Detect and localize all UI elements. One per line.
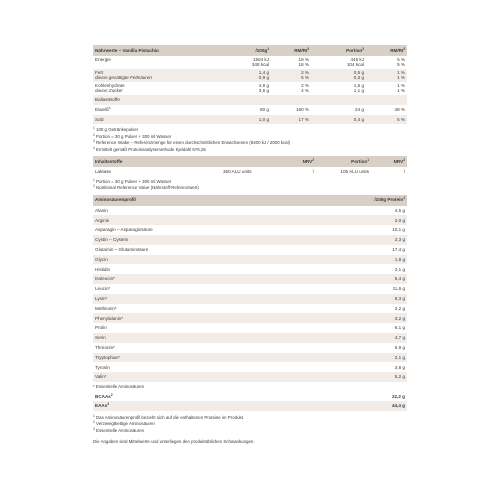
value-per-100g: 80 g bbox=[260, 107, 269, 113]
amino-totals bbox=[93, 391, 407, 411]
table-row bbox=[93, 372, 407, 382]
amino-label: Glycin bbox=[93, 255, 357, 265]
amino-label: Cystin – Cystein bbox=[93, 235, 357, 245]
value-per-portion: 0,5 g 0,3 g bbox=[311, 69, 366, 82]
ri-per-portion bbox=[366, 95, 407, 105]
ri-per-100g: 2 % 5 % bbox=[271, 69, 311, 82]
amino-value: 3,8 g bbox=[394, 364, 405, 370]
amino-value: 3,2 g bbox=[357, 313, 407, 323]
amino-label: Leucin* bbox=[95, 286, 111, 292]
amino-label: Tryptophan* bbox=[93, 353, 357, 363]
table-row bbox=[93, 245, 407, 255]
amino-label: Isoleucin* bbox=[93, 274, 357, 284]
ri-per-portion: 5 % bbox=[366, 115, 407, 125]
table-row bbox=[93, 105, 407, 115]
nutrition-header-ri1: $RM/RI^3$ bbox=[271, 45, 311, 56]
ri-per-100g bbox=[271, 95, 311, 105]
nutrition-header-per100: $/100g^1$ bbox=[221, 45, 271, 56]
footnote: $^2$ Verzweigtkettige Aminosäuren bbox=[93, 420, 155, 427]
nutrient-label: Fett davon gesättigte Fettsäuren bbox=[93, 69, 221, 82]
table-row bbox=[93, 343, 407, 353]
table-row bbox=[93, 56, 407, 69]
ingredient-portion: 105 ALU units bbox=[340, 169, 369, 175]
ri-per-portion: 1 % 1 % bbox=[397, 83, 405, 94]
amino-value: 2,2 g bbox=[394, 305, 405, 311]
nutrition-table bbox=[93, 45, 407, 124]
ingredients-header-name: Inhaltsstoffe bbox=[93, 156, 221, 167]
nutrient-label: Salz bbox=[93, 115, 221, 125]
table-row bbox=[93, 333, 407, 343]
table-row bbox=[93, 294, 407, 304]
table-row bbox=[93, 167, 407, 177]
table-row bbox=[93, 235, 407, 245]
ri-per-portion: 48 % bbox=[394, 107, 405, 113]
table-row bbox=[93, 255, 407, 265]
table-row bbox=[93, 82, 407, 95]
amino-label: Alanin bbox=[95, 207, 108, 213]
amino-value: 4,7 g bbox=[357, 333, 407, 343]
footnote: $^4$ Ermittelt gemäß Proteinanalysemethode Kjeldahl N*6,25 bbox=[93, 145, 206, 152]
amino-value: 6,1 g bbox=[394, 325, 405, 331]
value-per-100g bbox=[221, 95, 271, 105]
total-label: EAAs$^3$ bbox=[93, 401, 357, 411]
ri-per-100g: 160 % bbox=[295, 107, 309, 113]
total-value: 22,2 g bbox=[391, 393, 405, 399]
amino-value: 17,4 g bbox=[392, 247, 405, 253]
value-per-portion: 445 kJ 104 kcal bbox=[346, 57, 364, 68]
ingredient-value: 350 ALU units / bbox=[223, 169, 314, 175]
table-row bbox=[93, 362, 407, 372]
table-row bbox=[93, 225, 407, 235]
footnote: $^1$ Portion = 30 g Pulver + 300 ml Wasser bbox=[93, 177, 172, 184]
table-row bbox=[93, 264, 407, 274]
amino-value: 2,0 g bbox=[357, 215, 407, 225]
amino-table bbox=[93, 195, 407, 382]
footnote: $^2$ Portion = 30 g Pulver + 300 ml Wasser bbox=[93, 132, 172, 139]
nutrition-header-ri2: $RM/RI^3$ bbox=[366, 45, 407, 56]
table-row bbox=[93, 304, 407, 314]
nutrient-label: Ballaststoffe bbox=[93, 95, 221, 105]
ingredients-header-nrv1: NRV$^2$ bbox=[221, 156, 316, 167]
table-row bbox=[93, 391, 407, 401]
footnote: $^2$ Nutritional Reference Value (Nährstoff-Referenzwert) bbox=[93, 184, 199, 191]
amino-label: Serin bbox=[93, 333, 357, 343]
amino-label: Glutamin – Glutaminsäure bbox=[95, 247, 149, 253]
table-row bbox=[93, 274, 407, 284]
table-row bbox=[93, 323, 407, 333]
value-per-portion bbox=[311, 95, 366, 105]
nutrient-label: Eiweiß$^4$ bbox=[95, 106, 111, 113]
disclaimer: Die Angaben sind Mittelwerte und unterliegen den produktüblichen Schwankungen. bbox=[93, 439, 255, 445]
total-value: 44,4 g bbox=[357, 401, 407, 411]
ri-per-portion: 5 % 5 % bbox=[397, 57, 405, 68]
nutrition-footnotes bbox=[93, 127, 407, 153]
amino-label: Prolin bbox=[95, 325, 107, 331]
amino-value: 1,8 g bbox=[357, 255, 407, 265]
ri-per-portion: 1 % 1 % bbox=[366, 69, 407, 82]
amino-label: Lysin* bbox=[93, 294, 357, 304]
total-label: BCAAs$^2$ bbox=[95, 392, 113, 399]
value-per-portion: 0,4 g bbox=[311, 115, 366, 125]
amino-label: Arginin bbox=[93, 215, 357, 225]
amino-label: Threonin* bbox=[95, 345, 115, 351]
amino-header-name: Aminosäurenprofil bbox=[93, 195, 357, 206]
amino-label: Valin* bbox=[93, 372, 357, 382]
amino-label: Phenylalanin* bbox=[93, 313, 357, 323]
table-row bbox=[93, 401, 407, 411]
amino-value: 5,4 g bbox=[357, 274, 407, 284]
table-row bbox=[93, 313, 407, 323]
ingredients-table bbox=[93, 156, 407, 177]
amino-footnotes bbox=[93, 415, 407, 434]
nutrition-document bbox=[93, 45, 407, 446]
footnote: $^3$ Essentielle Aminosäuren bbox=[93, 426, 145, 433]
amino-label: Methionin* bbox=[95, 305, 117, 311]
footnote: $^1$ 100 g Getränkepulver bbox=[93, 126, 139, 133]
table-row bbox=[93, 95, 407, 105]
table-row bbox=[93, 115, 407, 125]
value-per-100g: 1,0 g bbox=[221, 115, 271, 125]
table-row bbox=[93, 284, 407, 294]
ingredients-header-portion: Portion$^1$ bbox=[316, 156, 371, 167]
amino-value: 4,5 g bbox=[394, 207, 405, 213]
essential-note: * Essentielle Aminosäuren bbox=[93, 383, 145, 389]
table-row bbox=[93, 215, 407, 225]
ingredients-header-row bbox=[93, 156, 407, 167]
amino-value: 6,9 g bbox=[394, 345, 405, 351]
amino-header-row bbox=[93, 195, 407, 206]
nutrition-header-row bbox=[93, 45, 407, 56]
amino-label: Histidin bbox=[95, 266, 111, 272]
ingredients-header-nrv2: NRV$^2$ bbox=[371, 156, 407, 167]
nutrition-header-name: Nährwerte – Vanilla Pistachio bbox=[93, 45, 221, 56]
nutrient-label: Kohlenhydrate davon Zucker bbox=[95, 83, 125, 94]
nutrition-header-portion: Portion$^2$ bbox=[311, 45, 366, 56]
amino-label: Asparagin – Asparaginsäure bbox=[95, 227, 153, 233]
value-per-portion: 1,5 g 1,1 g bbox=[353, 83, 364, 94]
amino-value: 11,6 g bbox=[392, 286, 405, 292]
amino-value: 10,1 g bbox=[392, 227, 405, 233]
amino-header-value: /100g Protein$^1$ bbox=[357, 195, 407, 206]
amino-value: 2,1 g bbox=[357, 353, 407, 363]
ingredient-label: Laktase bbox=[95, 169, 112, 175]
value-per-100g: 4,9 g 3,6 g bbox=[258, 83, 269, 94]
table-row bbox=[93, 206, 407, 216]
amino-value: 5,2 g bbox=[357, 372, 407, 382]
amino-value: 9,3 g bbox=[357, 294, 407, 304]
value-per-100g: 1,4 g 0,9 g bbox=[221, 69, 271, 82]
nutrient-label: Energie bbox=[95, 57, 111, 62]
ri-per-100g: 18 % 18 % bbox=[298, 57, 309, 68]
table-row bbox=[93, 69, 407, 82]
footnote: $^1$ Das Aminosäurenprofil bezieht sich auf die enthaltenen Proteine im Produkt. bbox=[93, 413, 245, 420]
value-per-100g: 1504 kJ 348 kcal bbox=[251, 57, 269, 68]
amino-label: Tyrosin bbox=[95, 364, 110, 370]
value-per-portion: 24 g bbox=[355, 107, 364, 113]
amino-value: 2,3 g bbox=[357, 235, 407, 245]
ingredient-nrv: / bbox=[403, 169, 405, 175]
footnote: $^3$ Reference Intake – Referenzmenge für einen durchschnittlichen Erwachsenen (8400 kJ / 2000 kcal) bbox=[93, 139, 291, 146]
ingredients-footnotes bbox=[93, 179, 407, 192]
ri-per-100g: 2 % 4 % bbox=[301, 83, 309, 94]
ri-per-100g: 17 % bbox=[271, 115, 311, 125]
amino-value: 2,1 g bbox=[394, 266, 405, 272]
table-row bbox=[93, 353, 407, 363]
